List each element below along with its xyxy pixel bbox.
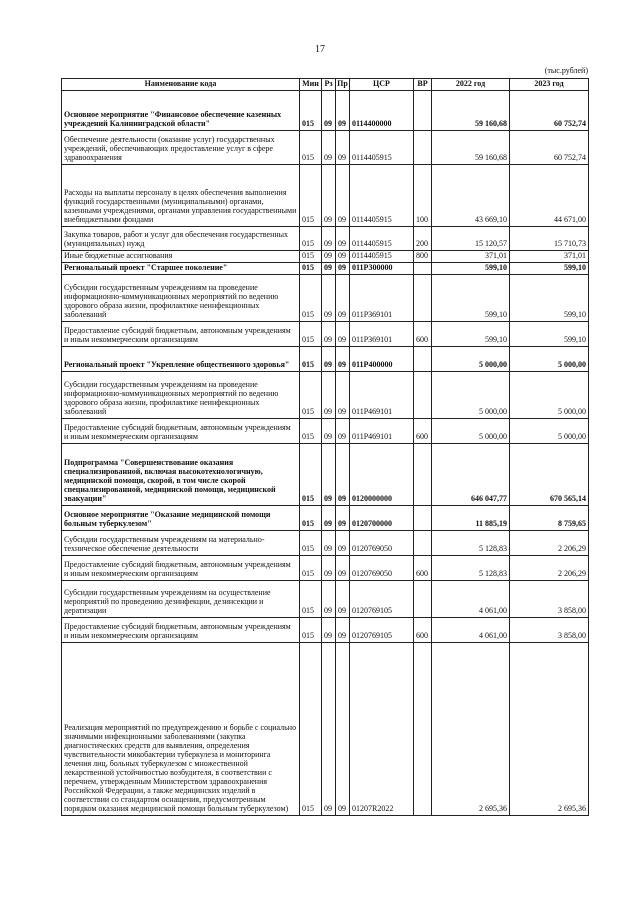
row-value-2022: 59 160,68 <box>432 91 510 131</box>
table-row <box>62 531 589 556</box>
row-min: 015 <box>300 165 322 227</box>
row-vr: 600 <box>414 556 432 581</box>
row-vr: 100 <box>414 165 432 227</box>
row-pr: 09 <box>336 251 350 263</box>
table-row <box>62 91 589 131</box>
row-rz: 09 <box>322 556 336 581</box>
table-row <box>62 251 589 263</box>
row-vr <box>414 275 432 322</box>
row-value-2023: 3 858,00 <box>510 618 589 643</box>
row-name: Предоставление субсидий бюджетным, автономным учреждениям и иным некоммерческим организациям <box>62 322 300 347</box>
row-pr: 09 <box>336 347 350 372</box>
row-min: 015 <box>300 444 322 506</box>
table-row <box>62 556 589 581</box>
row-min: 015 <box>300 251 322 263</box>
row-min: 015 <box>300 322 322 347</box>
row-vr <box>414 581 432 618</box>
row-value-2023: 8 759,65 <box>510 506 589 531</box>
row-pr: 09 <box>336 322 350 347</box>
row-min: 015 <box>300 506 322 531</box>
row-min: 015 <box>300 618 322 643</box>
row-csr: 011P469101 <box>350 419 414 444</box>
row-vr: 600 <box>414 419 432 444</box>
row-vr <box>414 263 432 275</box>
row-rz: 09 <box>322 165 336 227</box>
row-csr: 0114405915 <box>350 165 414 227</box>
units-note: (тыс.рублей) <box>544 66 588 75</box>
row-vr: 800 <box>414 251 432 263</box>
row-pr: 09 <box>336 556 350 581</box>
row-csr: 0120769105 <box>350 618 414 643</box>
row-value-2023: 5 000,00 <box>510 347 589 372</box>
row-csr: 0120000000 <box>350 444 414 506</box>
row-rz: 09 <box>322 275 336 322</box>
row-csr: 0114405915 <box>350 131 414 165</box>
row-value-2023: 60 752,74 <box>510 91 589 131</box>
row-value-2022: 599,10 <box>432 263 510 275</box>
row-value-2022: 646 047,77 <box>432 444 510 506</box>
row-rz: 09 <box>322 131 336 165</box>
row-csr: 011P369101 <box>350 275 414 322</box>
row-vr <box>414 444 432 506</box>
row-pr: 09 <box>336 506 350 531</box>
row-name: Предоставление субсидий бюджетным, автономным учреждениям и иным некоммерческим организациям <box>62 618 300 643</box>
row-value-2022: 5 128,83 <box>432 556 510 581</box>
table-row <box>62 263 589 275</box>
header-csr: ЦСР <box>350 79 414 91</box>
row-rz: 09 <box>322 444 336 506</box>
header-2023: 2023 год <box>510 79 589 91</box>
row-pr: 09 <box>336 372 350 419</box>
row-rz: 09 <box>322 643 336 816</box>
row-pr: 09 <box>336 165 350 227</box>
table-row <box>62 131 589 165</box>
row-value-2023: 599,10 <box>510 263 589 275</box>
row-rz: 09 <box>322 531 336 556</box>
row-csr: 0120769050 <box>350 531 414 556</box>
row-csr: 0114400000 <box>350 91 414 131</box>
row-value-2023: 5 000,00 <box>510 372 589 419</box>
row-name: Субсидии государственным учреждениям на проведение информационно-коммуникационных мероприятий по ведению здорового образа жизни, профилактике неинфекционных заболеваний <box>62 372 300 419</box>
row-min: 015 <box>300 419 322 444</box>
table-row <box>62 227 589 251</box>
row-csr: 0120769105 <box>350 581 414 618</box>
row-pr: 09 <box>336 263 350 275</box>
row-min: 015 <box>300 556 322 581</box>
row-value-2022: 599,10 <box>432 322 510 347</box>
row-pr: 09 <box>336 275 350 322</box>
row-value-2022: 371,01 <box>432 251 510 263</box>
row-csr: 011P469101 <box>350 372 414 419</box>
row-vr <box>414 531 432 556</box>
row-name: Региональный проект "Укрепление общественного здоровья" <box>62 347 300 372</box>
row-value-2022: 11 885,19 <box>432 506 510 531</box>
row-vr <box>414 372 432 419</box>
row-min: 015 <box>300 263 322 275</box>
row-name: Реализация мероприятий по предупреждению и борьбе с социально значимыми инфекционными заболеваниями (закупка диагностических средств для выявления, определения чувствительности микобактерии туберкулеза и мониторинга лечения лиц, больных туберкулезом с множественной лекарственной устойчивостью возбудителя, в соответствии с перечнем, утвержденным Министерством здравоохранения Российской Федерации, а также медицинских изделий в соответствии со стандартом оснащения, предусмотренным порядком оказания медицинской помощи больным туберкулезом) <box>62 643 300 816</box>
row-rz: 09 <box>322 506 336 531</box>
row-value-2022: 43 669,10 <box>432 165 510 227</box>
row-name: Закупка товаров, работ и услуг для обеспечения государственных (муниципальных) нужд <box>62 227 300 251</box>
header-min: Мин <box>300 79 322 91</box>
row-vr <box>414 131 432 165</box>
row-name: Подпрограмма "Совершенствование оказания специализированной, включая высокотехнологичную, медицинской помощи, скорой, в том числе скорой специализированной, медицинской помощи, медицинской эвакуации" <box>62 444 300 506</box>
row-vr: 600 <box>414 322 432 347</box>
row-rz: 09 <box>322 322 336 347</box>
row-name: Предоставление субсидий бюджетным, автономным учреждениям и иным некоммерческим организациям <box>62 556 300 581</box>
row-vr: 200 <box>414 227 432 251</box>
row-name: Основное мероприятие "Финансовое обеспечение казенных учреждений Калининградской области" <box>62 91 300 131</box>
table-header-row <box>62 79 589 91</box>
row-value-2022: 4 061,00 <box>432 581 510 618</box>
row-min: 015 <box>300 227 322 251</box>
row-value-2023: 371,01 <box>510 251 589 263</box>
row-rz: 09 <box>322 581 336 618</box>
row-min: 015 <box>300 581 322 618</box>
row-value-2023: 15 710,73 <box>510 227 589 251</box>
row-csr: 0120769050 <box>350 556 414 581</box>
row-pr: 09 <box>336 531 350 556</box>
header-rz: Рз <box>322 79 336 91</box>
row-value-2023: 44 671,00 <box>510 165 589 227</box>
row-value-2023: 599,10 <box>510 322 589 347</box>
row-pr: 09 <box>336 131 350 165</box>
row-value-2022: 5 000,00 <box>432 419 510 444</box>
row-pr: 09 <box>336 227 350 251</box>
row-rz: 09 <box>322 91 336 131</box>
row-name: Основное мероприятие "Оказание медицинской помощи больным туберкулезом" <box>62 506 300 531</box>
table-row <box>62 618 589 643</box>
row-value-2022: 5 000,00 <box>432 347 510 372</box>
header-name: Наименование кода <box>62 79 300 91</box>
row-csr: 0114405915 <box>350 251 414 263</box>
row-value-2023: 60 752,74 <box>510 131 589 165</box>
row-value-2023: 2 695,36 <box>510 643 589 816</box>
row-value-2023: 5 000,00 <box>510 419 589 444</box>
row-pr: 09 <box>336 581 350 618</box>
row-value-2022: 599,10 <box>432 275 510 322</box>
budget-table <box>61 78 589 816</box>
row-value-2022: 2 695,36 <box>432 643 510 816</box>
row-name: Региональный проект "Старшее поколение" <box>62 263 300 275</box>
row-min: 015 <box>300 131 322 165</box>
table-row <box>62 275 589 322</box>
table-row <box>62 444 589 506</box>
row-rz: 09 <box>322 251 336 263</box>
row-vr <box>414 91 432 131</box>
row-vr <box>414 347 432 372</box>
row-value-2022: 5 128,83 <box>432 531 510 556</box>
row-rz: 09 <box>322 618 336 643</box>
row-name: Субсидии государственным учреждениям на материально-техническое обеспечение деятельности <box>62 531 300 556</box>
row-value-2023: 670 565,14 <box>510 444 589 506</box>
row-rz: 09 <box>322 372 336 419</box>
row-value-2023: 2 206,29 <box>510 556 589 581</box>
row-value-2022: 59 160,68 <box>432 131 510 165</box>
row-pr: 09 <box>336 643 350 816</box>
table-row <box>62 165 589 227</box>
row-name: Иные бюджетные ассигнования <box>62 251 300 263</box>
row-min: 015 <box>300 347 322 372</box>
row-vr <box>414 643 432 816</box>
row-name: Субсидии государственным учреждениям на осуществление мероприятий по проведению дезинфекции, дезинсекции и дератизации <box>62 581 300 618</box>
header-pr: Пр <box>336 79 350 91</box>
row-csr: 011P400000 <box>350 347 414 372</box>
table-row <box>62 506 589 531</box>
row-name: Обеспечение деятельности (оказание услуг) государственных учреждений, обеспечивающих предоставление услуг в сфере здравоохранения <box>62 131 300 165</box>
table-row <box>62 419 589 444</box>
row-vr: 600 <box>414 618 432 643</box>
row-rz: 09 <box>322 227 336 251</box>
row-min: 015 <box>300 643 322 816</box>
row-rz: 09 <box>322 347 336 372</box>
row-min: 015 <box>300 372 322 419</box>
table-row <box>62 643 589 816</box>
row-vr <box>414 506 432 531</box>
table-row <box>62 372 589 419</box>
row-min: 015 <box>300 531 322 556</box>
row-pr: 09 <box>336 419 350 444</box>
row-name: Расходы на выплаты персоналу в целях обеспечения выполнения функций государственными (муниципальными) органами, казенными учреждениями, органами управления государственными внебюджетными фондами <box>62 165 300 227</box>
row-value-2022: 5 000,00 <box>432 372 510 419</box>
row-csr: 011P300000 <box>350 263 414 275</box>
header-2022: 2022 год <box>432 79 510 91</box>
row-rz: 09 <box>322 419 336 444</box>
row-name: Субсидии государственным учреждениям на проведение информационно-коммуникационных мероприятий по ведению здорового образа жизни, профилактике неинфекционных заболеваний <box>62 275 300 322</box>
row-csr: 011P369101 <box>350 322 414 347</box>
row-csr: 0120700000 <box>350 506 414 531</box>
table-row <box>62 581 589 618</box>
row-value-2023: 2 206,29 <box>510 531 589 556</box>
row-value-2023: 3 858,00 <box>510 581 589 618</box>
row-pr: 09 <box>336 444 350 506</box>
page-number: 17 <box>315 44 325 55</box>
row-value-2022: 15 120,57 <box>432 227 510 251</box>
row-name: Предоставление субсидий бюджетным, автономным учреждениям и иным некоммерческим организациям <box>62 419 300 444</box>
row-csr: 01207R2022 <box>350 643 414 816</box>
table-row <box>62 322 589 347</box>
row-min: 015 <box>300 91 322 131</box>
row-value-2023: 599,10 <box>510 275 589 322</box>
header-vr: ВР <box>414 79 432 91</box>
row-pr: 09 <box>336 91 350 131</box>
table-row <box>62 347 589 372</box>
row-min: 015 <box>300 275 322 322</box>
row-value-2022: 4 061,00 <box>432 618 510 643</box>
row-csr: 0114405915 <box>350 227 414 251</box>
row-pr: 09 <box>336 618 350 643</box>
row-rz: 09 <box>322 263 336 275</box>
